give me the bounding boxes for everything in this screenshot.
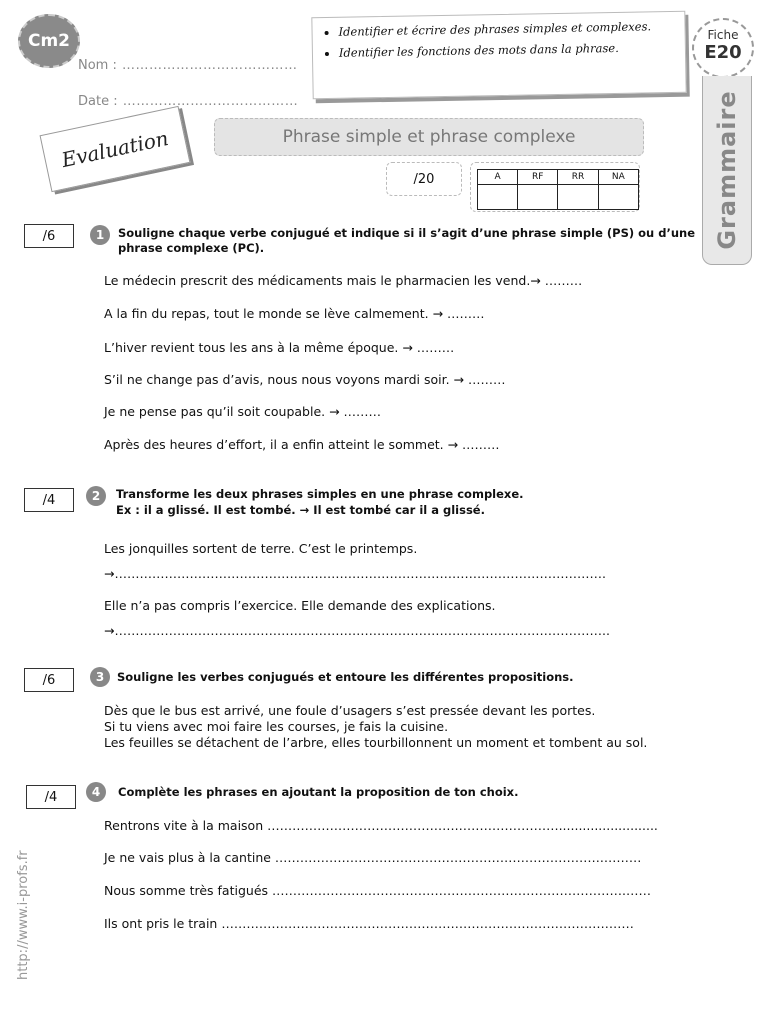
objective-item: • Identifier les fonctions des mots dans la phrase. — [339, 39, 685, 62]
grid-header-rr: RR — [558, 170, 598, 185]
exercise-1-score[interactable]: /6 — [24, 224, 74, 248]
date-dots: ………………………………… — [122, 94, 299, 109]
exercise-1-instruction: Souligne chaque verbe conjugué et indique si il s’agit d’une phrase simple (PS) ou d’une phrase complexe (PC). — [118, 226, 695, 255]
exercise-2-score[interactable]: /4 — [24, 488, 74, 512]
exercise-2-number: 2 — [86, 486, 106, 506]
assessment-grid — [470, 162, 640, 212]
grid-header-na: NA — [598, 170, 638, 185]
exercise-3-line: Les feuilles se détachent de l’arbre, elles tourbillonnent un moment et tombent au sol. — [104, 735, 648, 750]
exercise-4-answer-line[interactable]: Nous somme très fatigués ………………………………………………………………………….…… — [104, 883, 651, 898]
exercise-2-line: Les jonquilles sortent de terre. C’est le printemps. — [104, 541, 418, 556]
fiche-badge — [692, 18, 754, 78]
exercise-2-line: Elle n’a pas compris l’exercice. Elle demande des explications. — [104, 598, 496, 613]
exercise-4-score[interactable]: /4 — [26, 785, 76, 809]
evaluation-stamp: Evaluation — [40, 106, 191, 192]
name-dots: ………………………………… — [121, 58, 298, 73]
grid-cell[interactable] — [518, 185, 558, 210]
exercise-2-example: Ex : il a glissé. Il est tombé. → Il est tombé car il a glissé. — [116, 503, 485, 517]
exercise-1-number: 1 — [90, 225, 110, 245]
exercise-1-line: S’il ne change pas d’avis, nous nous voyons mardi soir. → ……… — [104, 372, 506, 387]
exercise-1-line: L’hiver revient tous les ans à la même époque. → ……… — [104, 340, 455, 355]
page-title: Phrase simple et phrase complexe — [214, 118, 644, 156]
objectives-box — [311, 11, 686, 100]
exercise-2-answer-line[interactable]: →……………………………………………………………………………………………………….. — [104, 623, 610, 638]
grid-cell[interactable] — [598, 185, 638, 210]
assessment-table — [477, 169, 639, 210]
grid-cell[interactable] — [558, 185, 598, 210]
exercise-4-instruction: Complète les phrases en ajoutant la proposition de ton choix. — [118, 785, 519, 799]
exercise-4-answer-line[interactable]: Rentrons vite à la maison ……………………………………….……………………......................... — [104, 818, 658, 833]
grid-header-a: A — [478, 170, 518, 185]
subject-tab — [702, 76, 752, 265]
name-label: Nom : — [78, 58, 117, 73]
objective-item: • Identifier et écrire des phrases simples et complexes. — [338, 18, 684, 41]
exercise-1-line: Je ne pense pas qu’il soit coupable. → ……… — [104, 404, 382, 419]
exercise-3-number: 3 — [90, 667, 110, 687]
exercise-3-instruction: Souligne les verbes conjugués et entoure les différentes propositions. — [117, 670, 574, 684]
exercise-2-answer-line[interactable]: →………………………………………………………………………………………………………. — [104, 566, 606, 581]
grid-header-rf: RF — [518, 170, 558, 185]
exercise-4-number: 4 — [86, 782, 106, 802]
exercise-4-answer-line[interactable]: Je ne vais plus à la cantine …………………………………………………………………….……… — [104, 850, 642, 865]
exercise-3-line: Si tu viens avec moi faire les courses, je fais la cuisine. — [104, 719, 449, 734]
exercise-3-line: Dès que le bus est arrivé, une foule d’usagers s’est pressée devant les portes. — [104, 703, 596, 718]
subject-tab-label: Grammaire — [713, 90, 741, 250]
exercise-3-score[interactable]: /6 — [24, 668, 74, 692]
total-score: /20 — [386, 162, 462, 196]
exercise-2-instruction: Transforme les deux phrases simples en une phrase complexe. — [116, 487, 524, 501]
fiche-label: Fiche — [707, 28, 739, 42]
source-url: http://www.i-profs.fr — [16, 850, 31, 980]
level-badge: Cm2 — [18, 14, 80, 68]
fiche-code: E20 — [704, 42, 742, 63]
date-label: Date : — [78, 94, 118, 109]
exercise-4-answer-line[interactable]: Ils ont pris le train ……………………………………………………………………………………… — [104, 916, 634, 931]
exercise-1-line: Le médecin prescrit des médicaments mais le pharmacien les vend.→ ……… — [104, 273, 583, 288]
name-field — [78, 54, 297, 73]
exercise-1-line: A la fin du repas, tout le monde se lève calmement. → ……… — [104, 306, 485, 321]
date-field — [78, 90, 298, 109]
exercise-1-line: Après des heures d’effort, il a enfin atteint le sommet. → ……… — [104, 437, 500, 452]
grid-cell[interactable] — [478, 185, 518, 210]
